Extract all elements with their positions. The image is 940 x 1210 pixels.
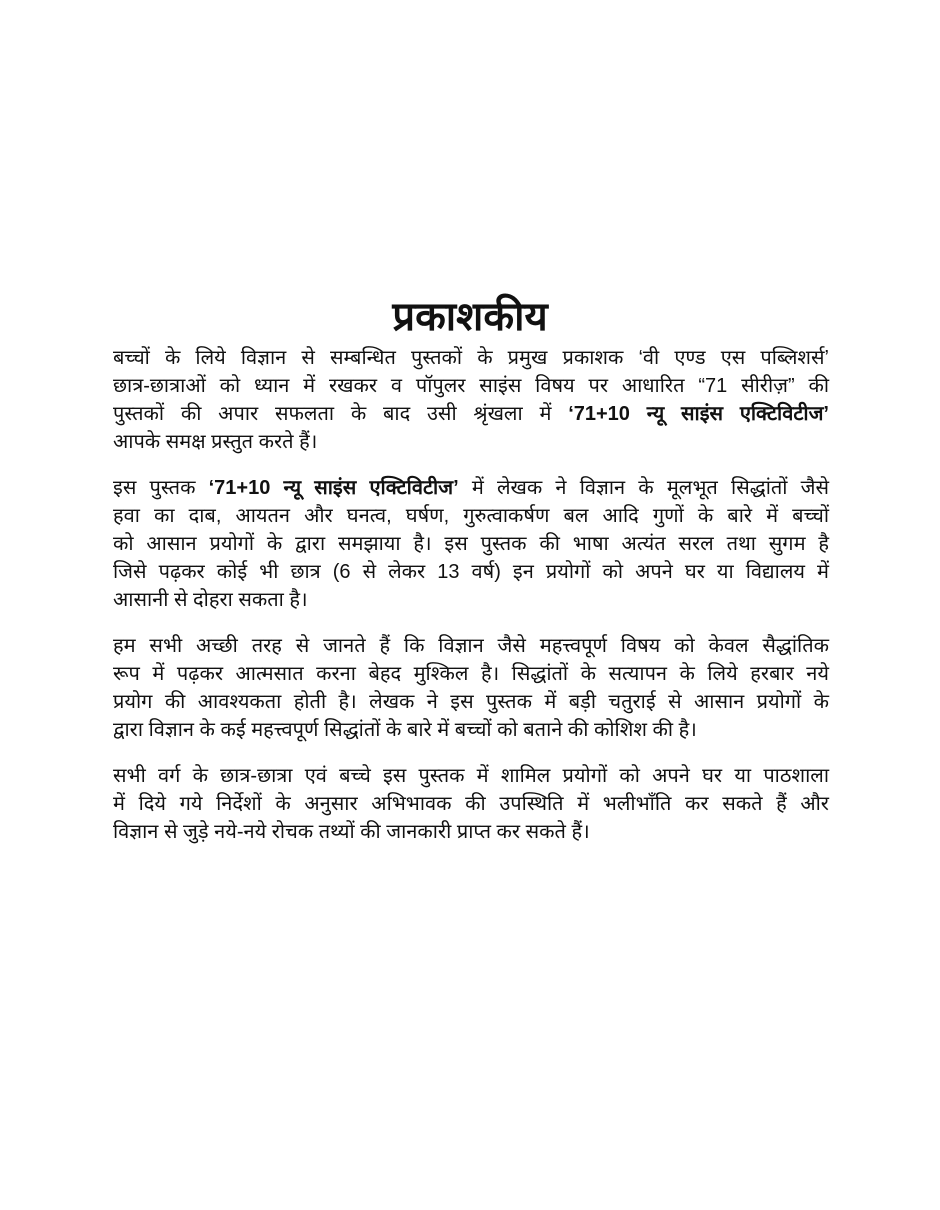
text-segment: प्रयोग की आवश्यकता होती है। लेखक ने इस पुस्तक में बड़ी चतुराई से आसान प्रयोगों के (113, 691, 829, 713)
text-segment: बच्चों के लिये विज्ञान से सम्बन्धित पुस्तकों के प्रमुख प्रकाशक ‘वी एण्ड एस पब्लिशर्स’ (113, 347, 829, 369)
text-line (113, 586, 829, 614)
text-segment: हम सभी अच्छी तरह से जानते हैं कि विज्ञान जैसे महत्त्वपूर्ण विषय को केवल सैद्धांतिक (113, 635, 829, 657)
text-segment: पुस्तकों की अपार सफलता के बाद उसी श्रृंखला में (113, 403, 569, 425)
text-segment: हवा का दाब, आयतन और घनत्व, घर्षण, गुरुत्वाकर्षण बल आदि गुणों के बारे में बच्चों (113, 505, 829, 527)
bold-book-title: ‘71+10 न्यू साइंस एक्टिविटीज’ (568, 403, 829, 425)
text-segment: को आसान प्रयोगों के द्वारा समझाया है। इस पुस्तक की भाषा अत्यंत सरल तथा सुगम है (113, 533, 829, 555)
text-line (113, 558, 829, 586)
paragraph (113, 762, 829, 846)
text-line (113, 400, 829, 428)
text-segment: जिसे पढ़कर कोई भी छात्र (6 से लेकर 13 वर्ष) इन प्रयोगों को अपने घर या विद्यालय में (113, 561, 829, 583)
text-line (113, 790, 829, 818)
text-segment: में दिये गये निर्देशों के अनुसार अभिभावक की उपस्थिति में भलीभाँति कर सकते हैं और (113, 793, 829, 815)
text-line (113, 688, 829, 716)
text-line (113, 502, 829, 530)
text-line (113, 530, 829, 558)
bold-book-title: ‘71+10 न्यू साइंस एक्टिविटीज’ (208, 477, 459, 499)
document-body (113, 344, 829, 864)
text-line (113, 428, 829, 456)
text-segment: द्वारा विज्ञान के कई महत्त्वपूर्ण सिद्धांतों के बारे में बच्चों को बताने की कोशिश की है। (113, 719, 697, 741)
text-line (113, 474, 829, 502)
text-line (113, 762, 829, 790)
text-segment: आपके समक्ष प्रस्तुत करते हैं। (113, 431, 318, 453)
text-segment: छात्र-छात्राओं को ध्यान में रखकर व पॉपुलर साइंस विषय पर आधारित “71 सीरीज़” की (113, 375, 829, 397)
text-segment: में लेखक ने विज्ञान के मूलभूत सिद्धांतों जैसे (458, 477, 830, 499)
text-line (113, 632, 829, 660)
text-line (113, 818, 829, 846)
text-line (113, 344, 829, 372)
text-segment: विज्ञान से जुड़े नये-नये रोचक तथ्यों की जानकारी प्राप्त कर सकते हैं। (113, 821, 590, 843)
paragraph (113, 474, 829, 614)
text-segment: सभी वर्ग के छात्र-छात्रा एवं बच्चे इस पुस्तक में शामिल प्रयोगों को अपने घर या पाठशाला (113, 765, 829, 787)
text-segment: रूप में पढ़कर आत्मसात करना बेहद मुश्किल है। सिद्धांतों के सत्यापन के लिये हरबार नये (113, 663, 829, 685)
page-title: प्रकाशकीय (392, 294, 548, 339)
text-line (113, 372, 829, 400)
text-line (113, 660, 829, 688)
paragraph (113, 344, 829, 456)
text-segment: इस पुस्तक (113, 477, 209, 499)
paragraph (113, 632, 829, 744)
text-line (113, 716, 829, 744)
text-segment: आसानी से दोहरा सकता है। (113, 589, 308, 611)
